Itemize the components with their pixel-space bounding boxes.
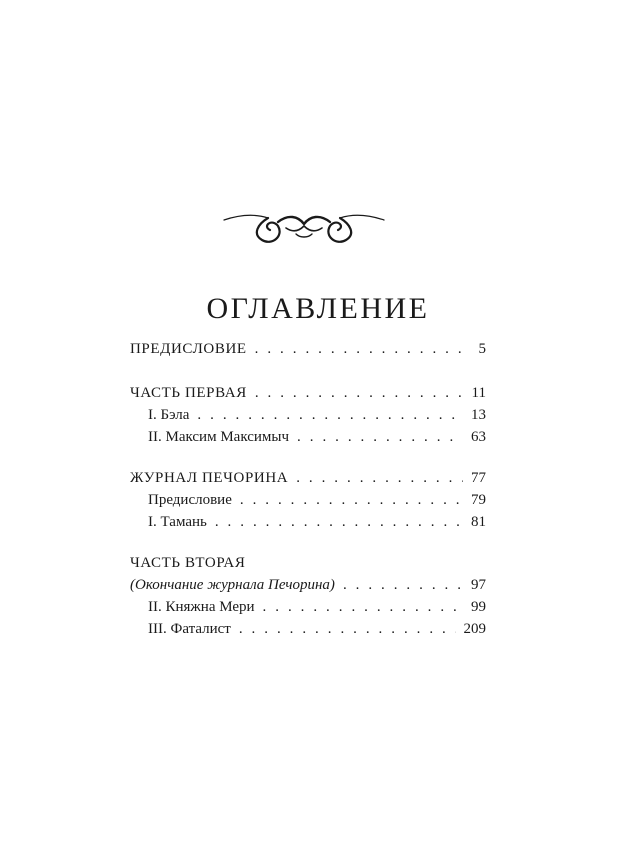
toc-page-number: 209 (463, 621, 486, 637)
dot-leader (197, 407, 463, 424)
toc-entry-taman[interactable] (130, 514, 486, 538)
toc-entry-preface[interactable] (130, 341, 486, 365)
toc-entry-label: II. Максим Максимыч (148, 429, 290, 445)
toc-entry-label: (Окончание журнала Печорина) (130, 577, 335, 593)
toc-entry-maksim-maksimych[interactable] (130, 429, 486, 453)
toc-entry-label: ПРЕДИСЛОВИЕ (130, 341, 247, 357)
toc-page-number: 5 (478, 341, 486, 357)
toc-page-number: 79 (471, 492, 486, 508)
toc-entry-part-two (130, 555, 486, 579)
toc-page-number: 11 (471, 385, 486, 401)
toc-page-number: 99 (471, 599, 486, 615)
dot-leader (240, 492, 463, 509)
toc-page-number: 81 (471, 514, 486, 530)
dot-leader (255, 385, 464, 402)
toc-entry-label: ЧАСТЬ ВТОРАЯ (130, 555, 246, 571)
toc-entry-bela[interactable] (130, 407, 486, 431)
dot-leader (255, 341, 471, 358)
toc-entry-label: I. Бэла (148, 407, 190, 423)
toc-entry-label: I. Тамань (148, 514, 207, 530)
toc-page-number: 97 (471, 577, 486, 593)
toc-entry-label: Предисловие (148, 492, 232, 508)
flourish-ornament-icon (222, 202, 386, 250)
page-title: ОГЛАВЛЕНИЕ (206, 292, 430, 326)
toc-entry-label: III. Фаталист (148, 621, 231, 637)
toc-entry-label: II. Княжна Мери (148, 599, 255, 615)
toc-entry-label: ЧАСТЬ ПЕРВАЯ (130, 385, 247, 401)
toc-entry-journal-ending[interactable] (130, 577, 486, 601)
dot-leader (239, 621, 456, 638)
toc-entry-princess-mary[interactable] (130, 599, 486, 623)
toc-entry-fatalist[interactable] (130, 621, 486, 645)
toc-entry-label: ЖУРНАЛ ПЕЧОРИНА (130, 470, 289, 486)
toc-page-number: 13 (471, 407, 486, 423)
dot-leader (296, 470, 463, 487)
toc-page-number: 77 (471, 470, 486, 486)
dot-leader (263, 599, 463, 616)
toc-entry-journal-preface[interactable] (130, 492, 486, 516)
dot-leader (215, 514, 463, 531)
toc-page-number: 63 (471, 429, 486, 445)
dot-leader (343, 577, 463, 594)
toc-entry-journal[interactable] (130, 470, 486, 494)
toc-entry-part-one[interactable] (130, 385, 486, 409)
dot-leader (297, 429, 463, 446)
